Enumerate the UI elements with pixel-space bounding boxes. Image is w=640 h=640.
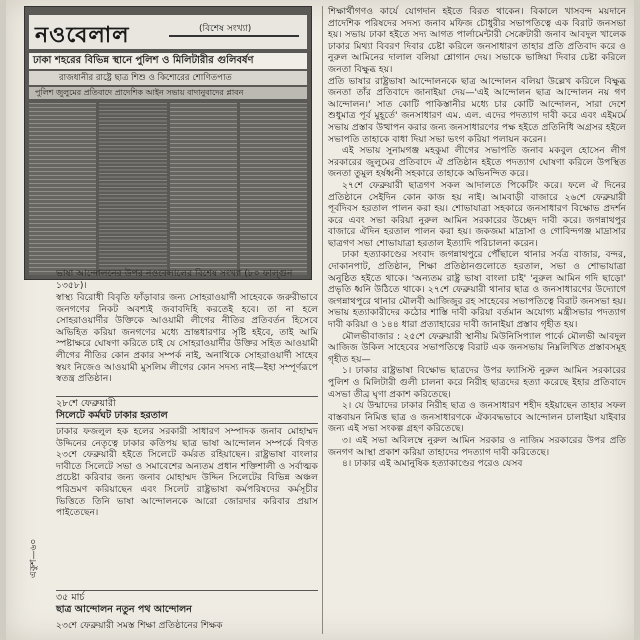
paragraph: ২। যে উন্মাদের ঢাকার নিরীহ ছাত্র ও জনসাধারণ শহীদ হইয়াছেন তাহার সফল বাস্তবায়ন নিমিত্ত ছাত্র ও জনসাধারণকে ঐক্যবদ্ধভাবে আন্দোলন চালাইয়া যাইবার জন্য এই সভা সংকল্প গ্রহণ করিতেছে। <box>328 400 626 435</box>
paragraph: প্রতি ভাষার রাষ্ট্রভাষা আন্দোলনকে ছাত্র আন্দোলন বলিয়া উল্লেখ করিলে বিক্ষুব্ধ জনতা তাঁর প্রতিবাদে জানাইয়া দেয়—'এই আন্দোলন ছাত্র আন্দোলন নয় গণ আন্দোলন।' সাত কোটি পাকিস্তানীর মধ্যে চার কোটি আন্দোলন, সারা দেশে শুধুমাত্র পূর্ব মুহূর্তে' জনসাধারণ এম. এল. এদের পদত্যাগ দাবী করে এবং এইমর্মে সভায় প্রস্তাব উত্থাপন করার জন্য জনসাধারণের পক্ষ হইতে প্রতিনিধি অগ্রসর হইলে সভাপতি তাহাকে বাধা দিয়া সভা ভংগ করিয়া পলায়ন করেন। <box>328 75 626 145</box>
paragraph: মৌলভীবাজার : ২৫শে ফেব্রুয়ারী স্থানীয় মিউনিসিপ্যাল পার্কে মৌলভী আবদুল আজিজ উকিল সাহেবের সভাপতিত্বে বিরাট এক জনসভায় নিম্নলিখিত প্রস্তাবসমূহ গৃহীত হয়— <box>328 330 626 365</box>
clipping-column <box>170 103 237 275</box>
paragraph: শিক্ষার্থীগণও কার্যে যোগদান হইতে বিরত থাকেন। বিকালে খাসবন্দ ময়দানে প্রাদেশিক পরিষদের সদস্য জনাব মফিজ চৌধুরীর সভাপতিত্বে এক বিরাট জনসভা হয়। সভায় ঢাকা হইতে সদ্য আগত পার্লামেন্টারী সেক্রেটারী জনাব আবদুল খালেক ঢাকার মিথ্যা বিবরণ দিবার চেষ্টা করিলে জনসাধারণ তাহার প্রতি প্রতিবাদ করে ও নুরুল আমিনের দালাল বলিয়া শ্লোগান দেয়। সভাকে ভাঙ্গিয়া দিবার চেষ্টা করিলে জনতা বিক্ষুব্ধ হয়। <box>328 6 626 75</box>
right-column <box>328 6 626 470</box>
paragraph: এই সভায় সুনামগঞ্জ মহকুমা লীগের সভাপতি জনাব মকবুল হোসেন লীগ সরকারের জুলুমের প্রতিবাদে ঐ প্রতিষ্ঠান হইতে পদত্যাগ ঘোষণা করিলে উপস্থিত জনতা তুমুল হর্ষধ্বনী সহকারে তাহাকে অভিনন্দিত করে। <box>328 145 626 180</box>
left-column-paragraph-2: ঢাকার ফজলুল হক হলের সরকারী সাধারণ সম্পাদক জনাব মোহাম্মদ উদ্দিনের নেতৃত্বে ঢাকার কতিপয় ছাত্র ভাষা আন্দোলন সম্পর্কে বিগত ২৩শে ফেব্রুয়ারী হইতে সিলেটে কর্মরত রহিয়াছেন। রাষ্ট্রভাষা বাংলার দাবীতে সিলেটে সভা ও সমাবেশের অন্যতম প্রধান শক্তিশালী ও সর্বাত্মক প্রচেষ্টা করিবার জন্য জনাব মোহাম্মদ উদ্দিন সিলেটের বিভিন্ন অঞ্চল পরিভ্রমণ করিয়াছেন এবং সিলেট রাষ্ট্রভাষা কর্মপরিষদের কর্মসূচীর ভিত্তিতে তিনি ভাষা আন্দোলনকে আরো জোরদার করিবার প্রয়াস পাইতেছেন। <box>56 426 318 519</box>
date-section-header-2 <box>56 590 318 616</box>
clipping-columns <box>29 103 307 275</box>
left-column-last-line: ২৩শে ফেব্রুয়ারী সমস্ত শিক্ষা প্রতিষ্ঠানের শিক্ষক <box>56 620 223 631</box>
section-title-2: ছাত্র আন্দোলন নতুন পথ আন্দোলন <box>56 604 192 615</box>
clipping-column <box>240 103 307 275</box>
paragraph: ৩। এই সভা অবিলম্বে নুরুল আমিন সরকার ও নাজিম সরকারের উপর প্রতি জনগণ আস্থা প্রকাশ করিয়া তাহাদের পদত্যাগ দাবী করিতেছে। <box>328 434 626 458</box>
clipping-column <box>99 103 166 275</box>
paragraph: ২৭শে ফেব্রুয়ারী ছাত্রগণ সকল আদালতে পিকেটিং করে। ফলে ঐ দিনের প্রতিষ্ঠানে সেইদিন কোন কাজ হয় নাই। আমবাড়ী বাজারে ২৬শে ফেব্রুয়ারী পূর্বদিবস হরতাল পালন করা হয়। শোভাযাত্রা সহকারে জনসাধারণ বিক্ষোভ প্রদর্শন করে এবং সভা করিয়া নুরুল আমিন সরকারের উচ্ছেদ দাবী করে। জগন্নাথপুর বাজারে ঐদিন হরতাল পালন করা হয়। জকজমা মাদ্রাসা ও গোবিন্দগঞ্জ মাদ্রাসার ছাত্রগণ সভা শোভাযাত্রা হরতাল ইত্যাদি পরিচালনা করেন। <box>328 179 626 249</box>
section-title: সিলেটে কর্মঘট ঢাকার হরতাল <box>56 410 168 421</box>
newspaper-clipping <box>24 6 312 280</box>
newspaper-logo: নওবেলাল <box>35 22 130 48</box>
clipping-column <box>29 103 96 275</box>
masthead-rule <box>169 35 299 37</box>
scanned-page <box>6 0 634 640</box>
clipping-caption: ভাষা আন্দোলনের উপর নওবেলালের বিশেষ সংখ্যা (৮০ ফাল্গুন ১৩৫৮)। <box>56 268 293 291</box>
page-side-number: একুশ—৬০ <box>29 538 39 578</box>
date-section-header <box>56 396 318 424</box>
paragraph: ১। ঢাকার রাষ্ট্রভাষা বিক্ষোভ ছাত্রদের উপর ফ্যাসিস্ট নুরুল আমিন সরকারের পুলিশ ও মিলিটারী গুলী চালনা করে নিরীহ ছাত্রদের হত্যা করেছে ইহার প্রতিবাদে এসভা তীব্র ঘৃণা প্রকাশ করিতেছে। <box>328 365 626 400</box>
date-label-2: ৩৫ মার্চ <box>56 592 85 603</box>
date-label: ২৮শে ফেব্রুয়ারী <box>56 398 116 409</box>
clipping-subhead: রাজধানীর রাষ্ট্রে ছাত্র শিশু ও কিশোরের শোণিতপাত <box>29 71 307 85</box>
left-column-paragraph: স্বাস্থ্য বিরোধী বিবৃতি ফাঁড়াবার জন্য সোহরাওয়ার্দী সাহেবকে জরুরীভাবে জনগণের নিকট অবশ্যই জবাবদিহি করতেই হবে। তা না হলে সোহরাওয়ার্দীর উক্তিকে আওয়ামী লীগের নীতির প্রতিবর্তন হিসেবে অভিহিত করিয়া জনগণের মধ্যে ভ্রান্তধারণার সৃষ্টি হইবে, তাই আমি স্পষ্টাক্ষরে ঘোষণা করিতে চাই যে সোহরাওয়ার্দীর উক্তির সহিত আওয়ামী লীগের নীতির কোন প্রকার সম্পর্ক নাই, অনাথিকে সোহরাওয়ার্দী সাহেব স্বয়ং নিজেও আওয়ামী মুসলিম লীগের কোন সদস্য নাই—ইহা সম্পূর্ণরূপে স্বতন্ত্র প্রতিষ্ঠান। <box>56 292 318 385</box>
column-divider <box>322 6 323 634</box>
masthead <box>29 15 307 49</box>
edition-label: (বিশেষ সংখ্যা) <box>199 24 252 34</box>
clipping-headline: ঢাকা শহরের বিভিন্ন স্থানে পুলিশ ও মিলিটারীর গুলিবর্ষণ <box>29 53 307 69</box>
paragraph: ৪। ঢাকার এই অমানুষিক হত্যাকাণ্ডের পরেও যেসব <box>342 458 523 470</box>
paragraph: ঢাকা হত্যাকাণ্ডের সংবাদ জগন্নাথপুরে পৌঁছালে থানার সর্বত্র বাজার, বন্দর, দোকানপাট, প্রতিষ্ঠান, শিক্ষা প্রতিষ্ঠানগুলোতে হরতাল, সভা ও শোভাযাত্রা অনুষ্ঠিত হইতে থাকে। 'অন্যতম রাষ্ট্র ভাষা বাংলা চাই' 'নুরুল আমিন গদি ছাড়ো' প্রভৃতি ধ্বনি উঠিতে থাকে। ২৭শে ফেব্রুয়ারী থানার ছাত্র ও জনসাধারণের উদ্যোগে জগন্নাথপুরে থানার মৌলবী আজিজুর রহ সাহেবের সভাপতিত্বে বিরাট জনসভা হয়। সভায় হত্যাকারীদের কঠোর শাস্তি দাবী করিয়া বর্তমান অযোগ্য মন্ত্রীসভার পদত্যাগ দাবী করিয়া ও ১৪৪ ধারা প্রত্যাহারের দাবী জানাইয়া প্রস্তাব গৃহীত হয়। <box>328 249 626 331</box>
clipping-subhead-2: পুলিশ জুলুমের প্রতিবাদে প্রাদেশিক আইন সভায় বাদানুবাদের প্লাবন <box>29 87 307 99</box>
